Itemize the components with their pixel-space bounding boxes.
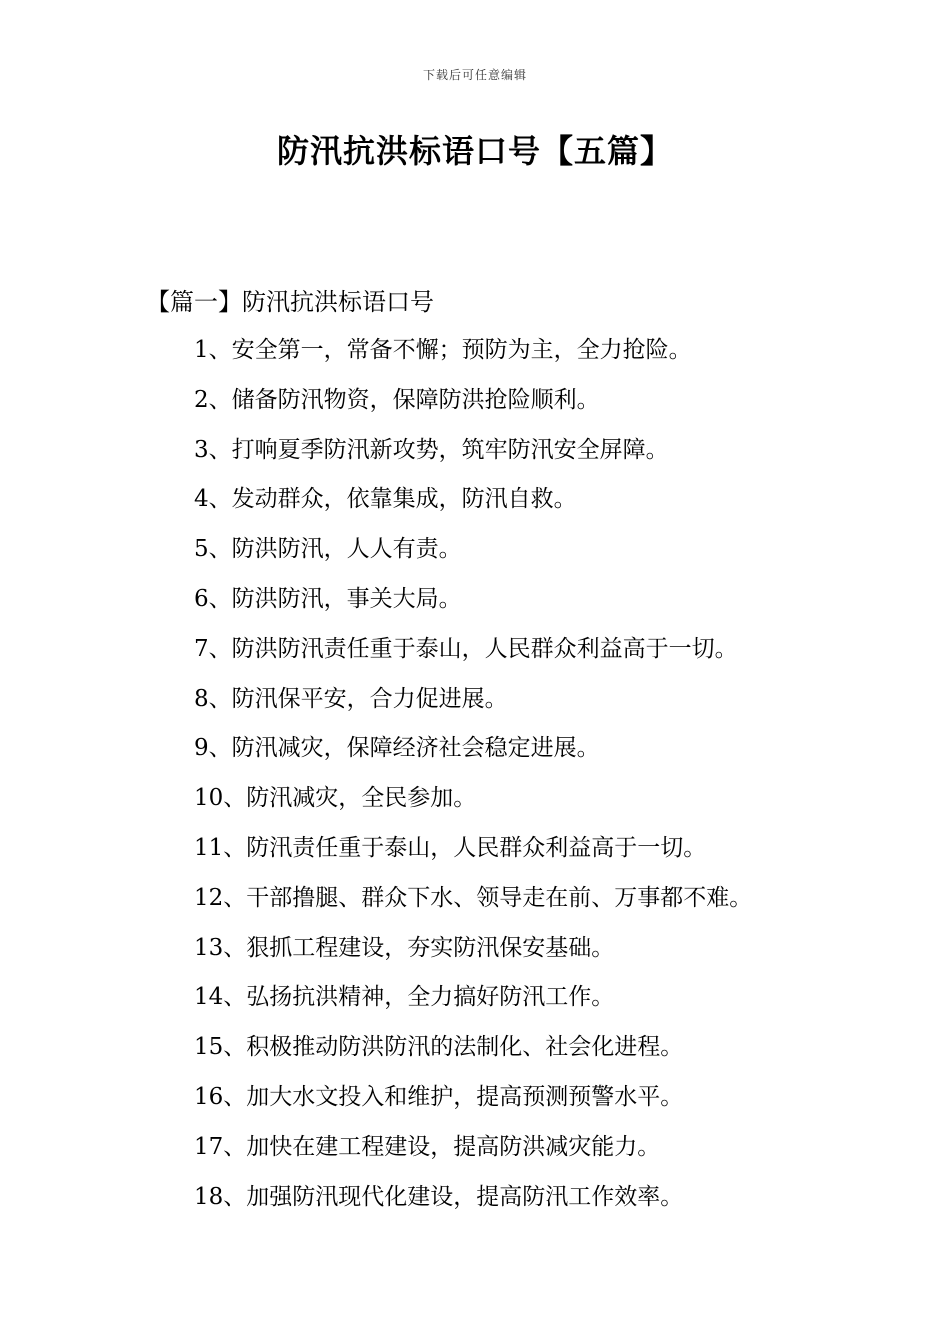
slogan-item: 9、防汛减灾，保障经济社会稳定进展。 bbox=[194, 735, 600, 762]
slogan-item: 6、防洪防汛，事关大局。 bbox=[194, 585, 462, 612]
slogan-item: 8、防汛保平安，合力促进展。 bbox=[194, 685, 508, 712]
slogan-item: 17、加快在建工程建设，提高防洪减灾能力。 bbox=[194, 1133, 661, 1160]
section-heading: 【篇一】防汛抗洪标语口号 bbox=[146, 288, 434, 316]
slogan-item: 11、防汛责任重于泰山，人民群众利益高于一切。 bbox=[194, 834, 707, 861]
slogan-item: 3、打响夏季防汛新攻势，筑牢防汛安全屏障。 bbox=[194, 436, 669, 463]
slogan-list bbox=[194, 333, 752, 1229]
slogan-item: 1、安全第一，常备不懈；预防为主，全力抢险。 bbox=[194, 337, 692, 363]
slogan-item: 12、干部撸腿、群众下水、领导走在前、万事都不难。 bbox=[194, 884, 753, 911]
slogan-item: 18、加强防汛现代化建设，提高防汛工作效率。 bbox=[194, 1183, 684, 1210]
slogan-item: 4、发动群众，依靠集成，防汛自救。 bbox=[194, 486, 577, 513]
document-title: 防汛抗洪标语口号【五篇】 bbox=[276, 132, 673, 170]
slogan-item: 14、弘扬抗洪精神，全力搞好防汛工作。 bbox=[194, 984, 615, 1011]
slogan-item: 5、防洪防汛，人人有责。 bbox=[194, 536, 462, 563]
slogan-item: 7、防洪防汛责任重于泰山，人民群众利益高于一切。 bbox=[194, 635, 738, 662]
slogan-item: 13、狠抓工程建设，夯实防汛保安基础。 bbox=[194, 934, 615, 961]
header-note: 下载后可任意编辑 bbox=[422, 68, 527, 82]
slogan-item: 16、加大水文投入和维护，提高预测预警水平。 bbox=[194, 1083, 684, 1110]
slogan-item: 15、积极推动防洪防汛的法制化、社会化进程。 bbox=[194, 1034, 684, 1061]
slogan-item: 10、防汛减灾，全民参加。 bbox=[194, 785, 477, 812]
slogan-item: 2、储备防汛物资，保障防洪抢险顺利。 bbox=[194, 386, 600, 413]
